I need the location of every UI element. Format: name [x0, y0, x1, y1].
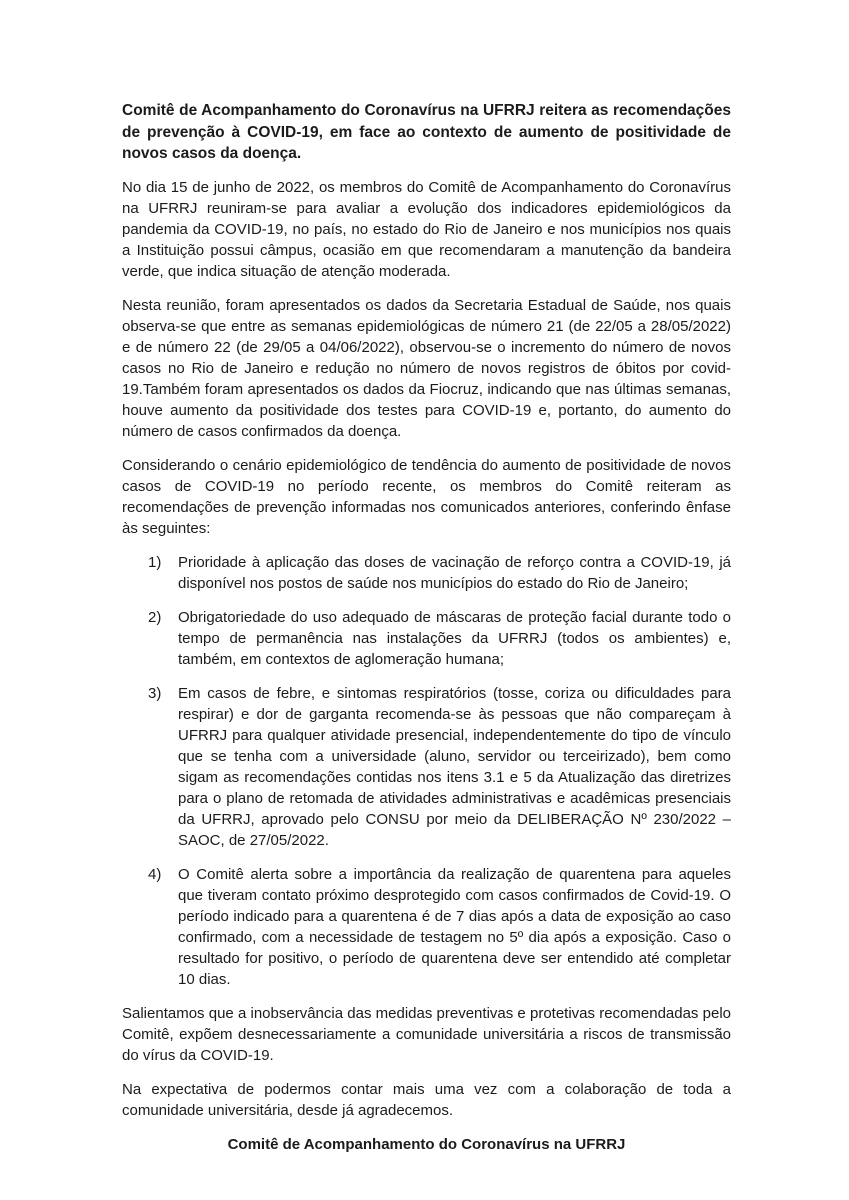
list-item-1	[122, 552, 731, 594]
list-item-text: Obrigatoriedade do uso adequado de máscaras de proteção facial durante todo o tempo de permanência nas instalações da UFRRJ (todos os ambientes) e, também, em contextos de aglomeração humana;	[178, 608, 731, 668]
paragraph-closing: Na expectativa de podermos contar mais uma vez com a colaboração de toda a comunidade universitária, desde já agradecemos.	[122, 1080, 731, 1119]
list-item-3	[122, 683, 731, 851]
document-title: Comitê de Acompanhamento do Coronavírus na UFRRJ reitera as recomendações de prevenção à COVID-19, em face ao contexto de aumento de positividade de novos casos da doença.	[122, 102, 731, 162]
list-item-4	[122, 864, 731, 990]
paragraph-meeting-intro: No dia 15 de junho de 2022, os membros do Comitê de Acompanhamento do Coronavírus na UFRRJ reuniram-se para avaliar a evolução dos indicadores epidemiológicos da pandemia da COVID-19, no país, no estado do Rio de Janeiro e nos municípios nos quais a Instituição possui câmpus, ocasião em que recomendaram a manutenção da bandeira verde, que indica situação de atenção moderada.	[122, 178, 731, 280]
list-item-number: 2)	[148, 608, 162, 626]
document-content	[122, 100, 731, 1155]
list-item-text: Em casos de febre, e sintomas respiratórios (tosse, coriza ou dificuldades para respirar) e dor de garganta recomenda-se às pessoas que não compareçam à UFRRJ para qualquer atividade presencial, independentemente do tipo de vínculo que se tenha com a universidade (aluno, servidor ou terceirizado), bem como sigam as recomendações contidas nos itens 3.1 e 5 da Atualização das diretrizes para o plano de retomada de atividades administrativas e acadêmicas presenciais da UFRRJ, aprovado pelo CONSU por meio da DELIBERAÇÃO Nº 230/2022 – SAOC, de 27/05/2022.	[178, 684, 731, 849]
paragraph-health-data: Nesta reunião, foram apresentados os dados da Secretaria Estadual de Saúde, nos quais observa-se que entre as semanas epidemiológicas de número 21 (de 22/05 a 28/05/2022) e de número 22 (de 29/05 a 04/06/2022), observou-se o incremento do número de novos casos no Rio de Janeiro e redução no número de novos registros de óbitos por covid-19.Também foram apresentados os dados da Fiocruz, indicando que nas últimas semanas, houve aumento da positividade dos testes para COVID-19 e, portanto, do aumento do número de casos confirmados da doença.	[122, 296, 731, 440]
document-signature: Comitê de Acompanhamento do Coronavírus na UFRRJ	[227, 1135, 626, 1153]
paragraph-considering: Considerando o cenário epidemiológico de tendência do aumento de positividade de novos casos de COVID-19 no período recente, os membros do Comitê reiteram as recomendações de prevenção informadas nos comunicados anteriores, conferindo ênfase às seguintes:	[122, 456, 731, 537]
recommendations-list	[122, 552, 731, 990]
list-item-2	[122, 607, 731, 670]
list-item-text: O Comitê alerta sobre a importância da realização de quarentena para aqueles que tiveram contato próximo desprotegido com casos confirmados de Covid-19. O período indicado para a quarentena é de 7 dias após a data de exposição ao caso confirmado, com a necessidade de testagem no 5º dia após a exposição. Caso o resultado for positivo, o período de quarentena deve ser entendido até completar 10 dias.	[178, 865, 731, 988]
list-item-text: Prioridade à aplicação das doses de vacinação de reforço contra a COVID-19, já disponível nos postos de saúde nos municípios do estado do Rio de Janeiro;	[178, 553, 731, 592]
paragraph-warning: Salientamos que a inobservância das medidas preventivas e protetivas recomendadas pelo Comitê, expõem desnecessariamente a comunidade universitária a riscos de transmissão do vírus da COVID-19.	[122, 1004, 731, 1064]
list-item-number: 1)	[148, 553, 162, 571]
list-item-number: 3)	[148, 684, 162, 702]
list-item-number: 4)	[148, 865, 162, 883]
